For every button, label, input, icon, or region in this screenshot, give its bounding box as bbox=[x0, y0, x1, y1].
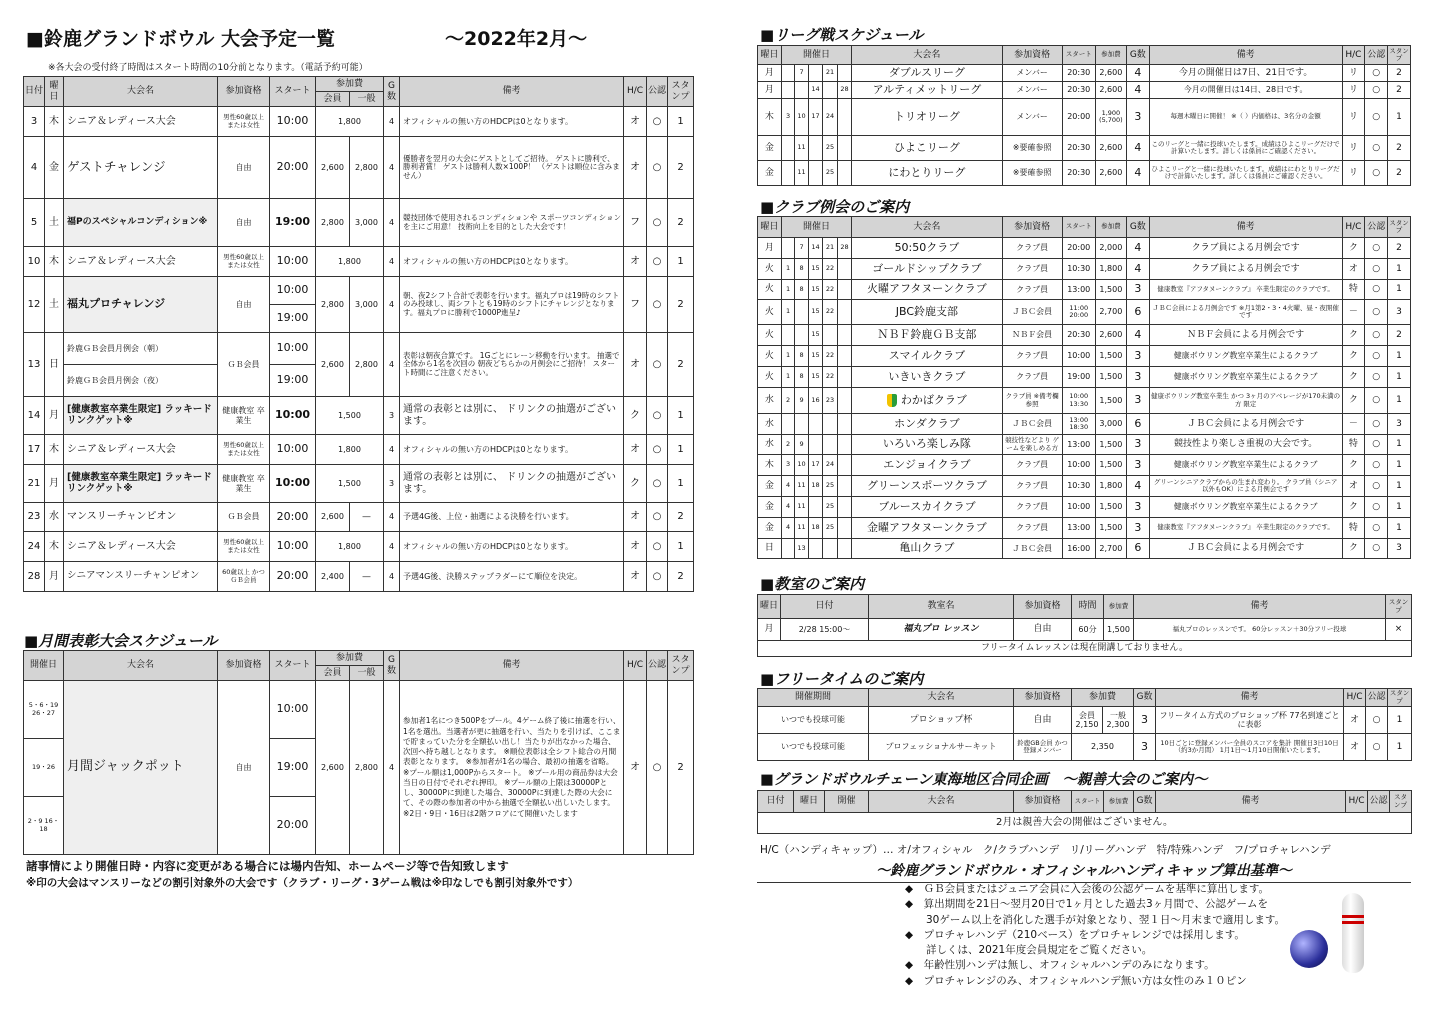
hc-rules-list bbox=[905, 882, 1285, 989]
table-row: 5・6・19 26・27 月間ジャックポット 自由 10:00 2,600 2,800 4 参加者1名につき500Pをプール。4ゲーム終了後に抽選を行い、1名を選出。当選者が更に抽選を行い、当たりを引けば、ここまで貯まっていた分を全額払い出し！当たりが出なかった場合、次回へ持ち越しとなります。 ※順位表彰は全シフト総合の月間表彰となります。 ※参加者が1名の場合、最初の抽選を省略。 ※プール額は1,000Pからスタート。 ※プール用の商品券は大会当日の日付でそれぞれ押印。 ※プール額の上限は30000Pとし、30000Pに到達した場合、30000Pに到達した際の大会にて、その際の参加者の中から抽選で全額払い出しいたします。 ※2日・9日・16日は2階フロアにて開催いたします オ ○ 2 bbox=[24, 681, 694, 739]
chain-table: 日付 曜日 開催 大会名 参加資格 スタート 参加費 G数 備考 H/C 公認 スタンプ 2月は親善大会の開催はございません。 bbox=[757, 790, 1412, 834]
col-fee: 参加費 bbox=[316, 77, 384, 92]
col-remarks: 備考 bbox=[400, 77, 624, 107]
table-row: 金 4 11 18 25 金曜アフタヌーンクラブ クラブ員 13:00 1,500 3 健康教室『アフタヌーンクラブ』 卒業生限定のクラブです。 特 ○ 1 bbox=[758, 518, 1411, 539]
freetime-section-title: ■フリータイムのご案内 bbox=[760, 670, 924, 688]
main-title: ■鈴鹿グランドボウル 大会予定一覧 bbox=[26, 28, 335, 50]
col-day: 日付 bbox=[24, 77, 45, 107]
monthly-table: 開催日 大会名 参加資格 スタート 参加費 G数 備考 H/C 公認 スタンプ 会員 一般 5・6・19 26・27 月間ジャックポット 自由 10:00 2,600 2,800 4 参加者1名につき500Pをプール。4ゲーム終了後に抽選を行い、1名を選出。当選者が更に抽選を行い、当たりを引けば、ここまで貯まっていた分を全額払い出し！当たりが出なかった場合、次回へ持ち越しとなります。 ※順位表彰は全シフト総合の月間表彰となります。 ※参加者が1名の場合、最初の抽選を省略。 ※プール額は1,000Pからスタート。 ※プール用の商品券は大会当日の日付でそれぞれ押印。 ※プール額の上限は30000Pとし、30000Pに到達した場合、30000Pに到達した際の大会にて、その際の参加者の中から抽選で全額払い出しいたします。 ※2日・9日・16日は2階フロアにて開催いたします オ ○ 2 19・26 19:00 2・9 16・18 20:00 bbox=[23, 650, 694, 855]
club-table: 曜日 開催日 大会名 参加資格 スタート 参加費 G数 備考 H/C 公認 スタンプ 月 7 14 21 28 50:50クラブ クラブ員 20:00 2,000 4 クラブ員による月例会です ク ○ 2 火 1 8 15 22 ゴールドシップクラブ クラブ員 10:30 1,800 4 クラブ員による月例会です オ ○ 1 火 1 8 15 22 火曜アフタヌーンクラブ クラブ員 13:00 1,500 3 健康教室『アフタヌーンクラブ』 卒業生限定のクラブです。 特 ○ 1 火 1 15 22 JBC鈴鹿支部 ＪＢＣ会員 11:00 20:00 2,700 6 ＪＢＣ会員による月例会です ※月1第2・3・4火曜、昼・夜開催です － ○ 3 火 15 ＮＢＦ鈴鹿ＧＢ支部 ＮＢＦ会員 20:30 2,600 4 ＮＢＦ会員による月例会です ク ○ 2 火 1 8 15 22 スマイルクラブ クラブ員 10:00 1,500 3 健康ボウリング教室卒業生によるクラブ ク ○ 1 火 1 8 15 22 いきいきクラブ クラブ員 19:00 1,500 3 健康ボウリング教室卒業生によるクラブ ク ○ 1 水 2 9 16 23 わかばクラブ クラブ員 ※備考欄参照 10:00 13:30 1,500 3 健康ボウリング教室卒業生 かつ 3ヶ月のアベレージが170未満の方 限定 ク ○ 1 水 ホンダクラブ ＪＢＣ会員 13:00 18:30 3,000 6 ＪＢＣ会員による月例会です － ○ 3 水 2 9 いろいろ楽しみ隊 競技性などより ゲームを楽しめる方 13:00 1,500 3 競技性より楽しさ重視の大会です。 特 ○ 1 木 3 10 17 24 エンジョイクラブ クラブ員 10:00 1,500 3 健康ボウリング教室卒業生によるクラブ ク ○ 1 金 4 11 18 25 グリーンスポーツクラブ クラブ員 10:30 1,800 4 グリーンシニアクラブからの生まれ変わり。 クラブ員（シニア以外もOK）による月例会です オ ○ 1 金 4 11 25 ブルースカイクラブ クラブ員 10:00 1,500 3 健康ボウリング教室卒業生によるクラブ ク ○ 1 金 4 11 18 25 金曜アフタヌーンクラブ クラブ員 13:00 1,500 3 健康教室『アフタヌーンクラブ』 卒業生限定のクラブです。 特 ○ 1 日 13 亀山クラブ ＪＢＣ会員 16:00 2,700 6 ＪＢＣ会員による月例会です ク ○ 3 bbox=[757, 216, 1411, 559]
table-row: いつでも投球可能 プロショップ杯 自由 会員 2,150 一般 2,300 3 フリータイム方式のプロショップ杯 77名到達ごとに表彰 オ ○ 1 bbox=[758, 707, 1412, 734]
tournament-table: 日付 曜日 大会名 参加資格 スタート 参加費 G数 備考 H/C 公認 スタンプ 会員 一般 3 木 シニア＆レディース大会 男性60歳以上 または女性 10:00 1,800 4 オフィシャルの無い方のHDCPは0となります。 オ ○ 1 4 金 ゲストチャレンジ 自由 20:00 2,600 2,800 4 優勝者を翌月の大会にゲストとしてご招待。 ゲストに勝利で、勝利者賞！ ゲストは勝利人数×100P！ （ゲストは順位に含みません） オ ○ 2 5 土 福Pのスペシャルコンディション※ 自由 19:00 2,800 3,000 4 競技団体で使用されるコンディションや スポーツコンディションを主にご用意！ 技術向上を目的とした大会です！ フ ○ 2 10 木 シニア＆レディース大会 男性60歳以上 または女性 10:00 1,800 4 オフィシャルの無い方のHDCPは0となります。 オ ○ 1 12 土 福丸プロチャレンジ 自由 10:00 2,800 3,000 4 朝、夜2シフト合計で表彰を行います。福丸プロは19時のシフトのみ投球し、両シフトとも19時のシフトにチャレンジとなります。福丸プロに勝利で1000P進呈♪ フ ○ 2 19:00 13 日 鈴鹿ＧＢ会員月例会（朝） ＧＢ会員 10:00 2,600 2,800 4 表彰は朝夜合算です。 1Gごとにレーン移動を行います。 抽選で全体から1名を次回の 朝夜どちらかの月例会にご招待！ スタート時間にご注意ください。 オ ○ 2 鈴鹿ＧＢ会員月例会（夜） 19:00 14 月 [健康教室卒業生限定] ラッキードリンクゲット※ 健康教室 卒業生 10:00 1,500 3 通常の表彰とは別に、 ドリンクの抽選がございます。 ク ○ 1 17 木 シニア＆レディース大会 男性60歳以上 または女性 10:00 1,800 4 オフィシャルの無い方のHDCPは0となります。 オ ○ 1 21 月 [健康教室卒業生限定] ラッキードリンクゲット※ 健康教室 卒業生 10:00 1,500 3 通常の表彰とは別に、 ドリンクの抽選がございます。 ク ○ 1 23 水 マンスリーチャンピオン ＧＢ会員 20:00 2,600 ― 4 予選4G後、上位・抽選による決勝を行います。 オ ○ 2 24 木 シニア＆レディース大会 男性60歳以上 または女性 10:00 1,800 4 オフィシャルの無い方のHDCPは0となります。 オ ○ 1 28 月 シニアマンスリーチャンピオン 60歳以上 かつＧＢ会員 20:00 2,400 ― 4 予選4G後、決勝ステップラダーにて順位を決定。 オ ○ 2 bbox=[23, 76, 694, 592]
col-member: 会員 bbox=[316, 92, 350, 107]
hc-standard-title: ～鈴鹿グランドボウル・オフィシャルハンディキャップ算出基準～ bbox=[757, 860, 1411, 883]
col-stamp: スタンプ bbox=[668, 77, 694, 107]
table-row: 火 1 8 15 22 ゴールドシップクラブ クラブ員 10:30 1,800 4 クラブ員による月例会です オ ○ 1 bbox=[758, 259, 1411, 280]
league-table: 曜日 開催日 大会名 参加資格 スタート 参加費 G数 備考 H/C 公認 スタンプ 月 7 21 ダブルスリーグ メンバー 20:30 2,600 4 今月の開催日は7日、21日です。 リ ○ 2 月 14 28 アルティメットリーグ メンバー 20:30 2,600 4 今月の開催日は14日、28日です。 リ ○ 2 木 3 10 17 24 トリオリーグ メンバー 20:00 1,900 (5,700) 3 毎週木曜日に開催！ ※（ ）内価格は、3名分の金額 リ ○ 1 金 11 25 ひよこリーグ ※要確参照 20:30 2,600 4 このリーグと一緒に投球いたします。成績はひよこリーグだけで計算いたします。詳しくは係員にご確認ください。 リ ○ 2 金 11 25 にわとりリーグ ※要確参照 20:30 2,600 4 ひよこリーグと一緒に投球いたします。成績はにわとりリーグだけで計算いたします。詳しくは係員にご確認ください。 リ ○ 2 bbox=[757, 45, 1411, 186]
table-row: 23 水 マンスリーチャンピオン ＧＢ会員 20:00 2,600 ― 4 予選4G後、上位・抽選による決勝を行います。 オ ○ 2 bbox=[24, 503, 694, 532]
lesson-table: 曜日 日付 教室名 参加資格 時間 参加費 備考 スタンプ 月 2/28 15:00～ 福丸プロ レッスン 自由 60分 1,500 福丸プロのレッスンです。 60分レッスン＋30分フリー投球 × フリータイムレッスンは現在開講しておりません。 bbox=[757, 594, 1412, 657]
freetime-table: 開催期間 大会名 参加資格 参加費 G数 備考 H/C 公認 スタンプ いつでも投球可能 プロショップ杯 自由 会員 2,150 一般 2,300 3 フリータイム方式のプロショップ杯 77名到達ごとに表彰 オ ○ 1 いつでも投球可能 プロフェッショナルサーキット 鈴鹿GB会員 かつ 登録メンバー 2,350 3 10日ごとに登録メンバー全員のスコアを集計 開催日3日10日（約3か月間） 1月1日～1月10日開催いたします。 オ ○ 1 bbox=[757, 688, 1412, 761]
table-row: 24 木 シニア＆レディース大会 男性60歳以上 または女性 10:00 1,800 4 オフィシャルの無い方のHDCPは0となります。 オ ○ 1 bbox=[24, 532, 694, 562]
table-row: 木 3 10 17 24 エンジョイクラブ クラブ員 10:00 1,500 3 健康ボウリング教室卒業生によるクラブ ク ○ 1 bbox=[758, 455, 1411, 476]
table-row: 水 ホンダクラブ ＪＢＣ会員 13:00 18:30 3,000 6 ＪＢＣ会員による月例会です － ○ 3 bbox=[758, 414, 1411, 435]
col-official: 公認 bbox=[647, 77, 668, 107]
col-dow: 曜日 bbox=[45, 77, 64, 107]
league-section-title: ■リーグ戦スケジュール bbox=[760, 26, 924, 44]
beginner-mark-icon bbox=[887, 394, 897, 407]
table-row: 17 木 シニア＆レディース大会 男性60歳以上 または女性 10:00 1,800 4 オフィシャルの無い方のHDCPは0となります。 オ ○ 1 bbox=[24, 435, 694, 465]
lesson-section-title: ■教室のご案内 bbox=[760, 575, 865, 593]
chain-note: 2月は親善大会の開催はございません。 bbox=[758, 813, 1412, 834]
table-row: 3 木 シニア＆レディース大会 男性60歳以上 または女性 10:00 1,800 4 オフィシャルの無い方のHDCPは0となります。 オ ○ 1 bbox=[24, 107, 694, 137]
page-title bbox=[26, 24, 676, 51]
table-row: 月 7 14 21 28 50:50クラブ クラブ員 20:00 2,000 4 クラブ員による月例会です ク ○ 2 bbox=[758, 238, 1411, 259]
table-row: 12 土 福丸プロチャレンジ 自由 10:00 2,800 3,000 4 朝、夜2シフト合計で表彰を行います。福丸プロは19時のシフトのみ投球し、両シフトとも19時のシフトにチャレンジとなります。福丸プロに勝利で1000P進呈♪ フ ○ 2 bbox=[24, 277, 694, 305]
hc-legend: H/C（ハンディキャップ）… オ/オフィシャル ク/クラブハンデ リ/リーグハンデ 特/特殊ハンデ フ/プロチャレハンデ bbox=[760, 844, 1331, 856]
hc-rule-item: ◆ プロチャレンジのみ、オフィシャルハンデ無い方は女性のみ１０ピン bbox=[905, 974, 1247, 987]
col-qual: 参加資格 bbox=[218, 77, 270, 107]
table-row: 金 11 25 ひよこリーグ ※要確参照 20:30 2,600 4 このリーグと一緒に投球いたします。成績はひよこリーグだけで計算いたします。詳しくは係員にご確認ください。 リ ○ 2 bbox=[758, 136, 1411, 161]
col-g: G数 bbox=[384, 77, 400, 107]
table-row: 月 2/28 15:00～ 福丸プロ レッスン 自由 60分 1,500 福丸プロのレッスンです。 60分レッスン＋30分フリー投球 × bbox=[758, 619, 1412, 641]
table-row: 5 土 福Pのスペシャルコンディション※ 自由 19:00 2,800 3,000 4 競技団体で使用されるコンディションや スポーツコンディションを主にご用意！ 技術向上を目的とした大会です！ フ ○ 2 bbox=[24, 199, 694, 247]
reception-note: ※各大会の受付終了時間はスタート時間の10分前となります。（電話予約可能） bbox=[48, 63, 368, 73]
bowling-pin-image bbox=[1342, 893, 1364, 977]
hc-rule-item: ◆ ＧＢ会員またはジュニア会員に入会後の公認ゲームを基準に算出します。 bbox=[905, 883, 1270, 895]
month-title: ～2022年2月～ bbox=[445, 28, 588, 50]
col-general: 一般 bbox=[350, 92, 384, 107]
table-row: 火 1 8 15 22 スマイルクラブ クラブ員 10:00 1,500 3 健康ボウリング教室卒業生によるクラブ ク ○ 1 bbox=[758, 346, 1411, 367]
table-row: 月 14 28 アルティメットリーグ メンバー 20:30 2,600 4 今月の開催日は14日、28日です。 リ ○ 2 bbox=[758, 82, 1411, 99]
table-row: 火 1 8 15 22 火曜アフタヌーンクラブ クラブ員 13:00 1,500 3 健康教室『アフタヌーンクラブ』 卒業生限定のクラブです。 特 ○ 1 bbox=[758, 280, 1411, 300]
footnote-changes: 諸事情により開催日時・内容に変更がある場合には場内告知、ホームページ等で告知致します bbox=[26, 859, 509, 873]
table-row: 金 11 25 にわとりリーグ ※要確参照 20:30 2,600 4 ひよこリーグと一緒に投球いたします。成績はにわとりリーグだけで計算いたします。詳しくは係員にご確認ください。 リ ○ 2 bbox=[758, 161, 1411, 186]
table-row: 火 1 15 22 JBC鈴鹿支部 ＪＢＣ会員 11:00 20:00 2,700 6 ＪＢＣ会員による月例会です ※月1第2・3・4火曜、昼・夜開催です － ○ 3 bbox=[758, 300, 1411, 325]
table-row: 水 2 9 いろいろ楽しみ隊 競技性などより ゲームを楽しめる方 13:00 1,500 3 競技性より楽しさ重視の大会です。 特 ○ 1 bbox=[758, 435, 1411, 455]
table-row: 10 木 シニア＆レディース大会 男性60歳以上 または女性 10:00 1,800 4 オフィシャルの無い方のHDCPは0となります。 オ ○ 1 bbox=[24, 247, 694, 277]
hc-rule-item: ◆ 算出期間を21日～翌月20日で1ヶ月とした過去3ヶ月間で、公認ゲームを bbox=[905, 898, 1268, 911]
col-start: スタート bbox=[270, 77, 316, 107]
footnote-discount: ※印の大会はマンスリーなどの割引対象外の大会です（クラブ・リーグ・3ゲーム戦は※印なしでも割引対象外です） bbox=[26, 877, 579, 889]
col-hc: H/C bbox=[624, 77, 647, 107]
table-row: 日 13 亀山クラブ ＪＢＣ会員 16:00 2,700 6 ＪＢＣ会員による月例会です ク ○ 3 bbox=[758, 539, 1411, 559]
table-row: 14 月 [健康教室卒業生限定] ラッキードリンクゲット※ 健康教室 卒業生 10:00 1,500 3 通常の表彰とは別に、 ドリンクの抽選がございます。 ク ○ 1 bbox=[24, 397, 694, 435]
table-row: いつでも投球可能 プロフェッショナルサーキット 鈴鹿GB会員 かつ 登録メンバー 2,350 3 10日ごとに登録メンバー全員のスコアを集計 開催日3日10日（約3か月間） 1月1日～1月10日開催いたします。 オ ○ 1 bbox=[758, 734, 1412, 761]
table-row: 木 3 10 17 24 トリオリーグ メンバー 20:00 1,900 (5,700) 3 毎週木曜日に開催！ ※（ ）内価格は、3名分の金額 リ ○ 1 bbox=[758, 99, 1411, 136]
table-row: 金 4 11 18 25 グリーンスポーツクラブ クラブ員 10:30 1,800 4 グリーンシニアクラブからの生まれ変わり。 クラブ員（シニア以外もOK）による月例会です オ ○ 1 bbox=[758, 476, 1411, 497]
table-row: 21 月 [健康教室卒業生限定] ラッキードリンクゲット※ 健康教室 卒業生 10:00 1,500 3 通常の表彰とは別に、 ドリンクの抽選がございます。 ク ○ 1 bbox=[24, 465, 694, 503]
club-section-title: ■クラブ例会のご案内 bbox=[760, 198, 910, 216]
hc-rule-item: 詳しくは、2021年度会員規定をご覧ください。 bbox=[905, 944, 1153, 957]
hc-rule-item: ◆ プロチャレハンデ（210ベース）をプロチャレンジでは採用します。 bbox=[905, 928, 1245, 941]
chain-section-title: ■グランドボウルチェーン東海地区合同企画 ～親善大会のご案内～ bbox=[760, 772, 1208, 788]
monthly-section-title: ■月間表彰大会スケジュール bbox=[24, 632, 218, 650]
col-name: 大会名 bbox=[64, 77, 218, 107]
hc-rule-item: ◆ 年齢性別ハンデは無し、オフィシャルハンデのみになります。 bbox=[905, 959, 1215, 972]
table-row: 水 2 9 16 23 わかばクラブ クラブ員 ※備考欄参照 10:00 13:30 1,500 3 健康ボウリング教室卒業生 かつ 3ヶ月のアベレージが170未満の方 限定 ク ○ 1 bbox=[758, 388, 1411, 414]
table-row: 火 15 ＮＢＦ鈴鹿ＧＢ支部 ＮＢＦ会員 20:30 2,600 4 ＮＢＦ会員による月例会です ク ○ 2 bbox=[758, 325, 1411, 346]
bowling-ball-image bbox=[1290, 930, 1328, 972]
table-row: 28 月 シニアマンスリーチャンピオン 60歳以上 かつＧＢ会員 20:00 2,400 ― 4 予選4G後、決勝ステップラダーにて順位を決定。 オ ○ 2 bbox=[24, 562, 694, 592]
table-row: 4 金 ゲストチャレンジ 自由 20:00 2,600 2,800 4 優勝者を翌月の大会にゲストとしてご招待。 ゲストに勝利で、勝利者賞！ ゲストは勝利人数×100P！ （ゲストは順位に含みません） オ ○ 2 bbox=[24, 137, 694, 199]
table-row: 月 7 21 ダブルスリーグ メンバー 20:30 2,600 4 今月の開催日は7日、21日です。 リ ○ 2 bbox=[758, 65, 1411, 82]
lesson-note: フリータイムレッスンは現在開講しておりません。 bbox=[758, 641, 1412, 657]
hc-rule-item: 30ゲーム以上を消化した選手が対象となり、翌１日～月末まで適用します。 bbox=[905, 913, 1286, 926]
table-row: 金 4 11 25 ブルースカイクラブ クラブ員 10:00 1,500 3 健康ボウリング教室卒業生によるクラブ ク ○ 1 bbox=[758, 497, 1411, 518]
table-row: 火 1 8 15 22 いきいきクラブ クラブ員 19:00 1,500 3 健康ボウリング教室卒業生によるクラブ ク ○ 1 bbox=[758, 367, 1411, 388]
table-row: 13 日 鈴鹿ＧＢ会員月例会（朝） ＧＢ会員 10:00 2,600 2,800 4 表彰は朝夜合算です。 1Gごとにレーン移動を行います。 抽選で全体から1名を次回の 朝夜どちらかの月例会にご招待！ スタート時間にご注意ください。 オ ○ 2 bbox=[24, 333, 694, 365]
